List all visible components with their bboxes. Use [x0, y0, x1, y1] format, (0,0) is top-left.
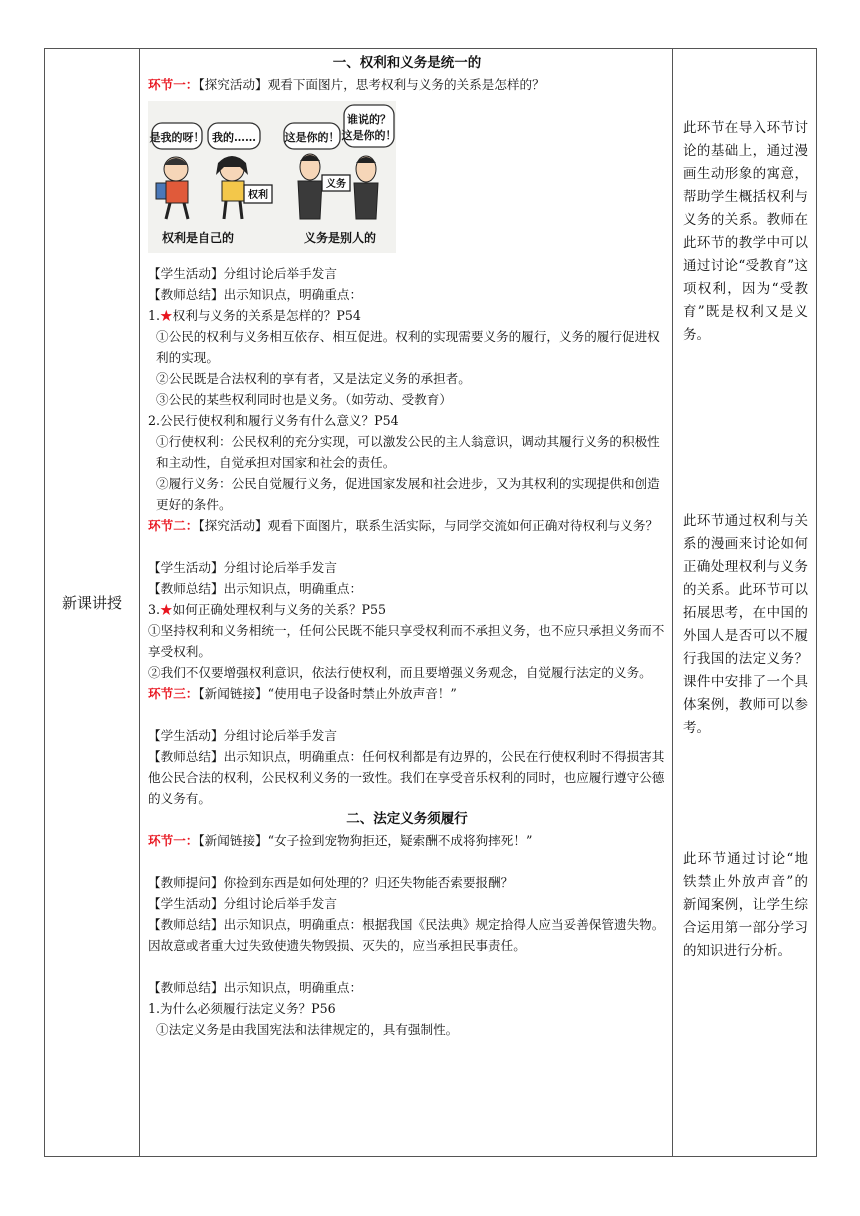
- rights-duties-cartoon: [148, 101, 396, 253]
- section2-title: 二、法定义务须履行: [346, 811, 468, 827]
- q1-a1: ①公民的权利与义务相互依存、相互促进。权利的实现需要义务的履行，义务的履行促进权利的实现。: [156, 329, 660, 365]
- s2-teacher-1: 【教师总结】出示知识点，明确重点：根据我国《民法典》规定拾得人应当妥善保管遗失物。因故意或者重大过失致使遗失物毁损、灭失的，应当承担民事责任。: [148, 917, 665, 953]
- s2-student-1: 【学生活动】分组讨论后举手发言: [148, 896, 337, 911]
- q1-a3: ③公民的某些权利同时也是义务。（如劳动、受教育）: [156, 392, 452, 407]
- s1-student-1: 【学生活动】分组讨论后举手发言: [148, 266, 337, 281]
- section1-title: 一、权利和义务是统一的: [332, 55, 482, 71]
- q1: 1.★权利与义务的关系是怎样的？P54: [148, 308, 361, 323]
- s1-stage1: 环节一：【探究活动】观看下面图片，思考权利与义务的关系是怎样的？: [148, 77, 545, 92]
- q2: 2.公民行使权利和履行义务有什么意义？P54: [148, 413, 399, 428]
- q4-a1: ①法定义务是由我国宪法和法律规定的，具有强制性。: [156, 1022, 459, 1037]
- s2-stage1: 环节一：【新闻链接】“女子捡到宠物狗拒还，疑索酬不成将狗摔死！”: [148, 833, 533, 848]
- notes-cell: [673, 49, 817, 1157]
- s2-question: 【教师提问】你捡到东西是如何处理的？归还失物能否索要报酬？: [148, 875, 514, 890]
- lesson-plan-table: [44, 48, 817, 1157]
- content-cell: [140, 49, 673, 1157]
- bubble-3: 这是你的！: [284, 131, 340, 144]
- row-label-cell: [45, 49, 140, 1157]
- q1-a2: ②公民既是合法权利的享有者，又是法定义务的承担者。: [156, 371, 471, 386]
- q3-a1: ①坚持权利和义务相统一，任何公民既不能只享受权利而不承担义务，也不应只承担义务而不享受权利。: [148, 623, 665, 659]
- caption-right: 义务是别人的: [303, 231, 377, 245]
- bubble-1: 是我的呀！: [149, 131, 205, 144]
- bubble-4b: 这是你的！: [341, 129, 396, 142]
- s1-student-3: 【学生活动】分组讨论后举手发言: [148, 728, 337, 743]
- s1-stage2: 环节二：【探究活动】观看下面图片，联系生活实际，与同学交流如何正确对待权利与义务？: [148, 518, 659, 533]
- note-2: 此环节通过权利与关系的漫画来讨论如何正确处理权利与义务的关系。此环节可以拓展思考，在中国的外国人是否可以不履行我国的法定义务？课件中安排了一个具体案例，教师可以参考。: [683, 513, 808, 736]
- q2-a1: ①行使权利：公民权利的充分实现，可以激发公民的主人翁意识，调动其履行义务的积极性和主动性，自觉承担对国家和社会的责任。: [156, 434, 660, 470]
- s1-teacher-3: 【教师总结】出示知识点，明确重点：任何权利都是有边界的，公民在行使权利时不得损害其他公民合法的权利，公民权利义务的一致性。我们在享受音乐权利的同时，也应履行遵守公德的义务有。: [148, 749, 665, 806]
- s1-teacher-1: 【教师总结】出示知识点，明确重点：: [148, 287, 363, 302]
- s1-stage3: 环节三：【新闻链接】“使用电子设备时禁止外放声音！”: [148, 686, 457, 701]
- s2-teacher-2: 【教师总结】出示知识点，明确重点：: [148, 980, 363, 995]
- q3: 3.★如何正确处理权利与义务的关系？P55: [148, 602, 387, 617]
- q2-a2: ②履行义务：公民自觉履行义务，促进国家发展和社会进步，又为其权利的实现提供和创造更好的条件。: [156, 476, 660, 512]
- star-icon: ★: [160, 602, 173, 617]
- q3-a2: ②我们不仅要增强权利意识，依法行使权利，而且要增强义务观念，自觉履行法定的义务。: [148, 665, 652, 680]
- sign-rights: 权利: [248, 190, 268, 201]
- bubble-2: 我的……: [212, 131, 256, 144]
- note-3: 此环节通过讨论“地铁禁止外放声音”的新闻案例，让学生综合运用第一部分学习的知识进行分析。: [683, 851, 808, 959]
- caption-left: 权利是自己的: [161, 231, 235, 245]
- q4: 1.为什么必须履行法定义务？P56: [148, 1001, 336, 1016]
- s1-student-2: 【学生活动】分组讨论后举手发言: [148, 560, 337, 575]
- s1-teacher-2: 【教师总结】出示知识点，明确重点：: [148, 581, 363, 596]
- star-icon: ★: [160, 308, 173, 323]
- row-label: 新课讲授: [61, 594, 122, 612]
- note-1: 此环节在导入环节讨论的基础上，通过漫画生动形象的寓意，帮助学生概括权利与义务的关系。教师在此环节的教学中可以通过讨论“受教育”这项权利，因为“受教育”既是权利又是义务。: [683, 120, 808, 343]
- sign-duty: 义务: [326, 179, 346, 190]
- bubble-4a: 谁说的？: [347, 113, 391, 126]
